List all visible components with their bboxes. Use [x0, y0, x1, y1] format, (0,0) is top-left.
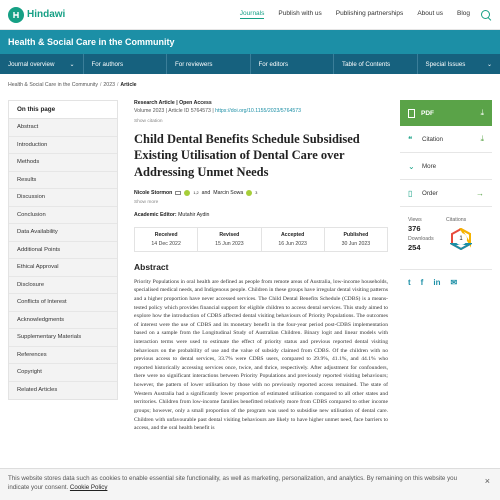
date-value: 16 Jun 2023: [278, 240, 307, 247]
journal-title[interactable]: Health & Social Care in the Community: [8, 37, 175, 47]
nav-journals[interactable]: Journals: [239, 10, 265, 17]
top-navbar: [0, 0, 500, 30]
article-layout: [0, 100, 500, 500]
sidebar-item-disclosure[interactable]: Disclosure: [9, 277, 117, 295]
downloads-label: Downloads: [408, 236, 434, 242]
chevron-down-icon: ⌄: [69, 61, 75, 68]
mail-icon[interactable]: [175, 191, 181, 196]
doi-link[interactable]: https://doi.org/10.1155/2023/5764573: [215, 108, 301, 114]
logo-text: Hindawi: [27, 9, 66, 20]
dimensions-badge[interactable]: [450, 228, 472, 250]
article-tools-rail: [400, 100, 492, 287]
order-button[interactable]: [400, 180, 492, 207]
downloads-count: 254: [408, 243, 421, 252]
breadcrumb-year[interactable]: 2023: [103, 82, 115, 88]
download-icon: ⤓: [480, 108, 484, 117]
sidebar-item-data-availability[interactable]: Data Availability: [9, 224, 117, 242]
date-label: Published: [343, 231, 369, 238]
article-metrics: [400, 217, 492, 255]
article-volume-line: [134, 108, 388, 114]
top-nav-links: [240, 10, 470, 19]
sidebar-item-supplementary-materials[interactable]: Supplementary Materials: [9, 329, 117, 347]
author-affiliation: 3: [255, 190, 258, 195]
cookie-policy-link[interactable]: Cookie Policy: [69, 484, 108, 492]
journal-nav-label: Table of Contents: [342, 60, 391, 68]
date-published: [325, 228, 387, 251]
chevron-down-icon: ⌄: [486, 61, 492, 68]
author-list: [134, 190, 388, 196]
arrow-right-icon: →: [476, 188, 484, 198]
nav-blog[interactable]: Blog: [456, 10, 470, 17]
date-received: [135, 228, 198, 251]
share-links: [400, 269, 492, 287]
journal-nav: [0, 54, 500, 74]
date-label: Revised: [219, 231, 240, 238]
citation-button[interactable]: [400, 126, 492, 153]
sidebar-item-copyright[interactable]: Copyright: [9, 364, 117, 382]
cookie-banner: [0, 468, 500, 500]
chevron-down-icon: ⌄: [408, 161, 415, 171]
pdf-download-button[interactable]: [400, 100, 492, 126]
sidebar-item-related-articles[interactable]: Related Articles: [17, 387, 58, 394]
journal-nav-for-editors[interactable]: [251, 54, 335, 74]
article-title: Child Dental Benefits Schedule Subsidised Existing Utilisation of Dental Care over Addressing Unmet Needs: [134, 132, 360, 179]
journal-nav-label: For editors: [258, 60, 289, 68]
author-name[interactable]: Marcin Sowa: [213, 189, 244, 196]
date-accepted: [262, 228, 325, 251]
citations-label: Citations: [446, 217, 467, 223]
journal-header: [0, 30, 500, 54]
orcid-icon[interactable]: [246, 190, 252, 196]
order-label: Order: [422, 189, 438, 197]
author-name[interactable]: Nicole Stormon: [134, 189, 173, 196]
date-value: 14 Dec 2022: [151, 240, 181, 247]
journal-nav-label: Special Issues: [425, 60, 466, 68]
journal-nav-label: Journal overview: [8, 60, 55, 68]
date-label: Received: [154, 231, 178, 238]
breadcrumb: [0, 74, 500, 96]
abstract-heading: Abstract: [134, 261, 169, 272]
download-icon: ⤓: [480, 134, 484, 143]
document-icon: ▯: [408, 188, 413, 198]
more-button[interactable]: [400, 153, 492, 180]
academic-editor: [134, 212, 388, 218]
cookie-text: [8, 474, 492, 493]
views-label: Views: [408, 217, 422, 223]
breadcrumb-separator: /: [116, 82, 119, 88]
nav-publish-with-us[interactable]: Publish with us: [278, 10, 322, 17]
breadcrumb-journal[interactable]: Health & Social Care in the Community: [8, 82, 98, 88]
views-count: 376: [408, 224, 421, 233]
sidebar-item-conflicts-of-interest[interactable]: Conflicts of Interest: [9, 294, 117, 312]
article-dates: [134, 227, 388, 252]
sidebar-item-acknowledgments[interactable]: Acknowledgments: [9, 312, 117, 330]
editor-name: Mutahir Aydin: [176, 211, 210, 218]
pdf-file-icon: [408, 109, 415, 118]
abstract-text: Priority Populations in oral health are defined as people from remote areas of Australia, low-income households, specialised medical needs, and Indigenous people. Children in these groups have irregular dental visiting patterns and a higher proportion have never accessed services. The Child Dental Benefits Schedule (CDBS) is a means-tested policy which provides financial support for eligible children to access dental services. This study aimed to explore how the introduction of CDBS affected dental visiting behaviours of Priority Populations. The outcomes of interest were the use of CDBS and its monetary benefit in the four-year period post-CDBS implementation based on a sample from the Longitudinal Study of Australian Children. Binary logit and linear models with interaction terms were used to estimate the effect of priority status and previous reported dental visiting behaviours on the probability of use and the value of subsidy claimed from CDBS. Of the children with no previous access to dental services, 33.7% were CDBS users, compared to 29.9%, 41.1%, and 44.1% who reported historically accessing services once, twice, and thrice, respectively. After adjustment for confounders, there were no significant interactions between Priority Populations and previously reported visiting behaviours; however, the pattern of lower utilisation by those with no previously reported access remained. The state of Western Australia had a significantly lower proportion of estimated utilisation compared to all other states and territories. Children from low-income families benefitted relatively more from CDBS compared to other income groups; however, only a small proportion of the program was used to subsidise new utilisation of dental care. Children with unfavourable past dental visiting behaviours are likely to have higher unmet need, face barriers to access, and the oral health benefit is: [134, 278, 388, 432]
sidebar-item-references[interactable]: References: [9, 347, 117, 365]
date-label: Accepted: [280, 231, 305, 238]
article-type: Research Article | Open Access: [134, 100, 212, 106]
hindawi-logo[interactable]: [8, 7, 65, 23]
editor-label: Academic Editor:: [134, 211, 177, 218]
nav-about-us[interactable]: About us: [417, 10, 443, 17]
show-more-link[interactable]: Show more: [134, 199, 159, 205]
author-affiliation: 1,2: [193, 190, 199, 195]
pdf-label: PDF: [421, 109, 434, 117]
facebook-icon[interactable]: f: [420, 278, 424, 287]
sidebar-heading: On this page: [9, 101, 117, 119]
sidebar-item-introduction[interactable]: Introduction: [9, 137, 117, 155]
sidebar-item-additional-points[interactable]: Additional Points: [9, 242, 117, 260]
show-citation-link[interactable]: Show citation: [134, 119, 163, 124]
quote-icon: ❝: [408, 134, 413, 144]
journal-nav-label: For authors: [91, 60, 124, 68]
breadcrumb-current: Article: [120, 82, 137, 88]
metrics-citations: [446, 217, 484, 255]
journal-nav-label: For reviewers: [175, 60, 213, 68]
date-revised: [198, 228, 261, 251]
logo-mark-icon: [8, 7, 24, 23]
sidebar-item-conclusion[interactable]: Conclusion: [9, 207, 117, 225]
twitter-icon[interactable]: t: [408, 278, 411, 287]
article-main: [134, 100, 388, 433]
article-volume: Volume 2023 | Article ID 5764573 |: [134, 108, 216, 114]
sidebar-item-discussion[interactable]: Discussion: [9, 189, 117, 207]
more-label: More: [422, 162, 437, 170]
date-value: 30 Jun 2023: [341, 240, 371, 247]
sidebar-item-ethical-approval[interactable]: Ethical Approval: [9, 259, 117, 277]
date-value: 15 Jun 2023: [215, 240, 244, 247]
sidebar-item-abstract[interactable]: Abstract: [9, 119, 117, 137]
journal-nav-overview[interactable]: [0, 54, 84, 74]
citations-count: 1: [459, 236, 463, 242]
metrics-views-downloads: [408, 217, 446, 255]
search-icon[interactable]: [480, 9, 492, 21]
nav-publishing-partnerships[interactable]: Publishing partnerships: [335, 10, 404, 17]
sidebar-item-results[interactable]: Results: [9, 172, 117, 190]
linkedin-icon[interactable]: in: [433, 278, 441, 287]
sidebar-item-methods[interactable]: Methods: [9, 154, 117, 172]
on-this-page-sidebar: [8, 100, 118, 400]
cookie-message: This website stores data such as cookies to enable essential site functionality, as well as marketing, personalization, and analytics. By remaining on this website you indicate your consent.: [8, 475, 458, 492]
journal-nav-toc[interactable]: [334, 54, 418, 74]
breadcrumb-separator: /: [99, 82, 102, 88]
journal-nav-for-reviewers[interactable]: [167, 54, 251, 74]
citation-label: Citation: [422, 135, 443, 143]
orcid-icon[interactable]: [184, 190, 190, 196]
author-conjunction: and: [201, 189, 211, 196]
close-icon[interactable]: ×: [484, 476, 490, 486]
email-icon[interactable]: ✉: [450, 278, 458, 287]
journal-nav-for-authors[interactable]: [84, 54, 168, 74]
journal-nav-special-issues[interactable]: [418, 54, 500, 74]
